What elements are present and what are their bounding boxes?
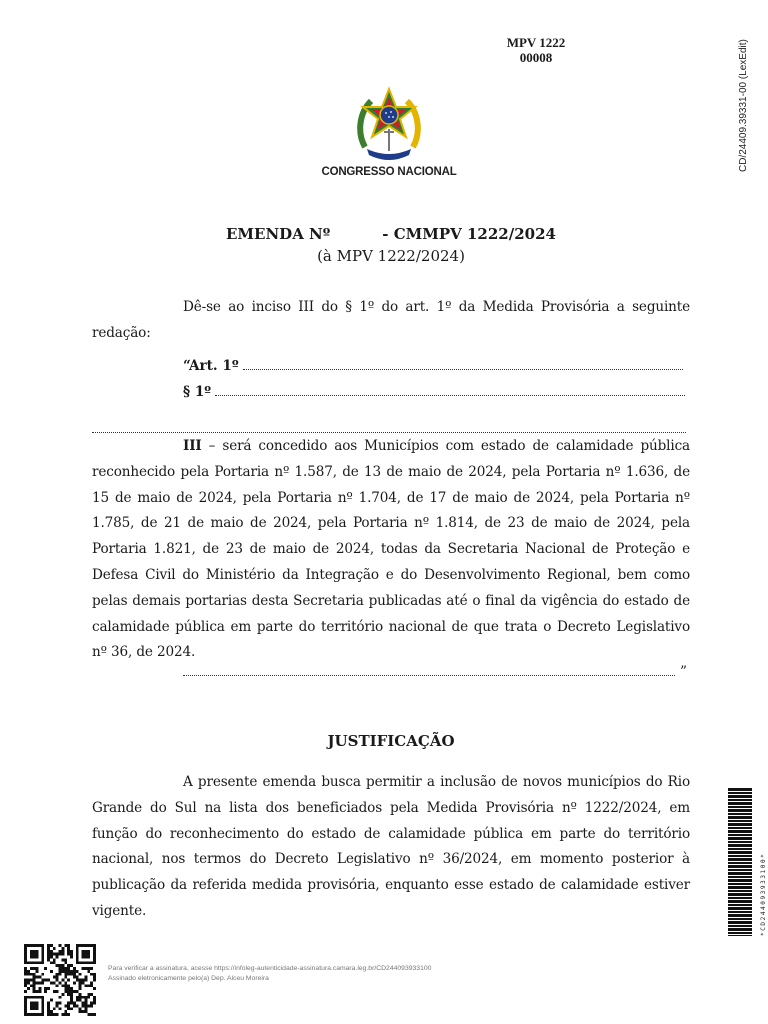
- closing-line: [183, 664, 690, 680]
- emenda-title: [92, 225, 690, 243]
- barcode-text: *CD244093933100*: [760, 852, 767, 936]
- intro-paragraph: Dê-se ao inciso III do § 1º do art. 1º da Medida Provisória a seguinte redação:: [92, 299, 690, 341]
- signature-footer: [108, 964, 431, 984]
- justificacao-paragraph: A presente emenda busca permitir a inclusão de novos municípios do Rio Grande do Sul na lista dos beneficiados pela Medida Provisória nº 1222/2024, em função do reconhecimento do estado de calamidade pública em parte do território nacional, nos termos do Decreto Legislativo nº 36/2024, em momento posterior à publicação da referida medida provisória, enquanto esse estado de calamidade estiver vigente.: [92, 774, 690, 919]
- mpv-line-1: MPV 1222: [506, 35, 566, 50]
- barcode-icon: [728, 788, 752, 936]
- art-label: “Art. 1º: [183, 358, 239, 374]
- art-line: [183, 358, 690, 374]
- paragraph-line: [183, 384, 690, 400]
- institution-name: CONGRESSO NACIONAL: [321, 166, 457, 178]
- verify-text: Para verificar a assinatura, acesse https://infoleg-autenticidade-assinatura.camara.leg.br/CD244093933100: [108, 965, 432, 972]
- inciso-paragraph: [92, 434, 690, 666]
- emenda-suffix: - CMMPV 1222/2024: [382, 225, 556, 243]
- emenda-subtitle: (à MPV 1222/2024): [317, 247, 465, 265]
- paragraph-label: § 1º: [183, 384, 212, 400]
- side-document-code: CD/24409.39331-00 (LexEdit): [738, 39, 749, 172]
- inciso-label: III: [183, 438, 202, 454]
- justificacao-heading: JUSTIFICAÇÃO: [327, 732, 455, 750]
- mpv-number: [486, 35, 586, 65]
- signed-text: Assinado eletronicamente pelo(a) Dep. Alceu Moreira: [108, 975, 269, 982]
- closing-quote: ”: [680, 664, 687, 680]
- emenda-prefix: EMENDA Nº: [226, 225, 331, 243]
- inciso-text: – será concedido aos Municípios com estado de calamidade pública reconhecido pela Portaria nº 1.587, de 13 de maio de 2024, pela Portaria nº 1.636, de 15 de maio de 2024, pela Portaria nº 1.704, de 17 de maio de 2024, pela Portaria nº 1.785, de 21 de maio de 2024, pela Portaria nº 1.814, de 23 de maio de 2024, pela Portaria 1.821, de 23 de maio de 2024, todas da Secretaria Nacional de Proteção e Defesa Civil do Ministério da Integração e do Desenvolvimento Regional, bem como pelas demais portarias desta Secretaria publicadas até o final da vigência do estado de calamidade pública em parte do território nacional de que trata o Decreto Legislativo nº 36, de 2024.: [92, 438, 690, 661]
- brazil-coat-of-arms-icon: [355, 85, 423, 165]
- qr-code-icon: [24, 944, 96, 1016]
- mpv-line-2: 00008: [519, 50, 553, 65]
